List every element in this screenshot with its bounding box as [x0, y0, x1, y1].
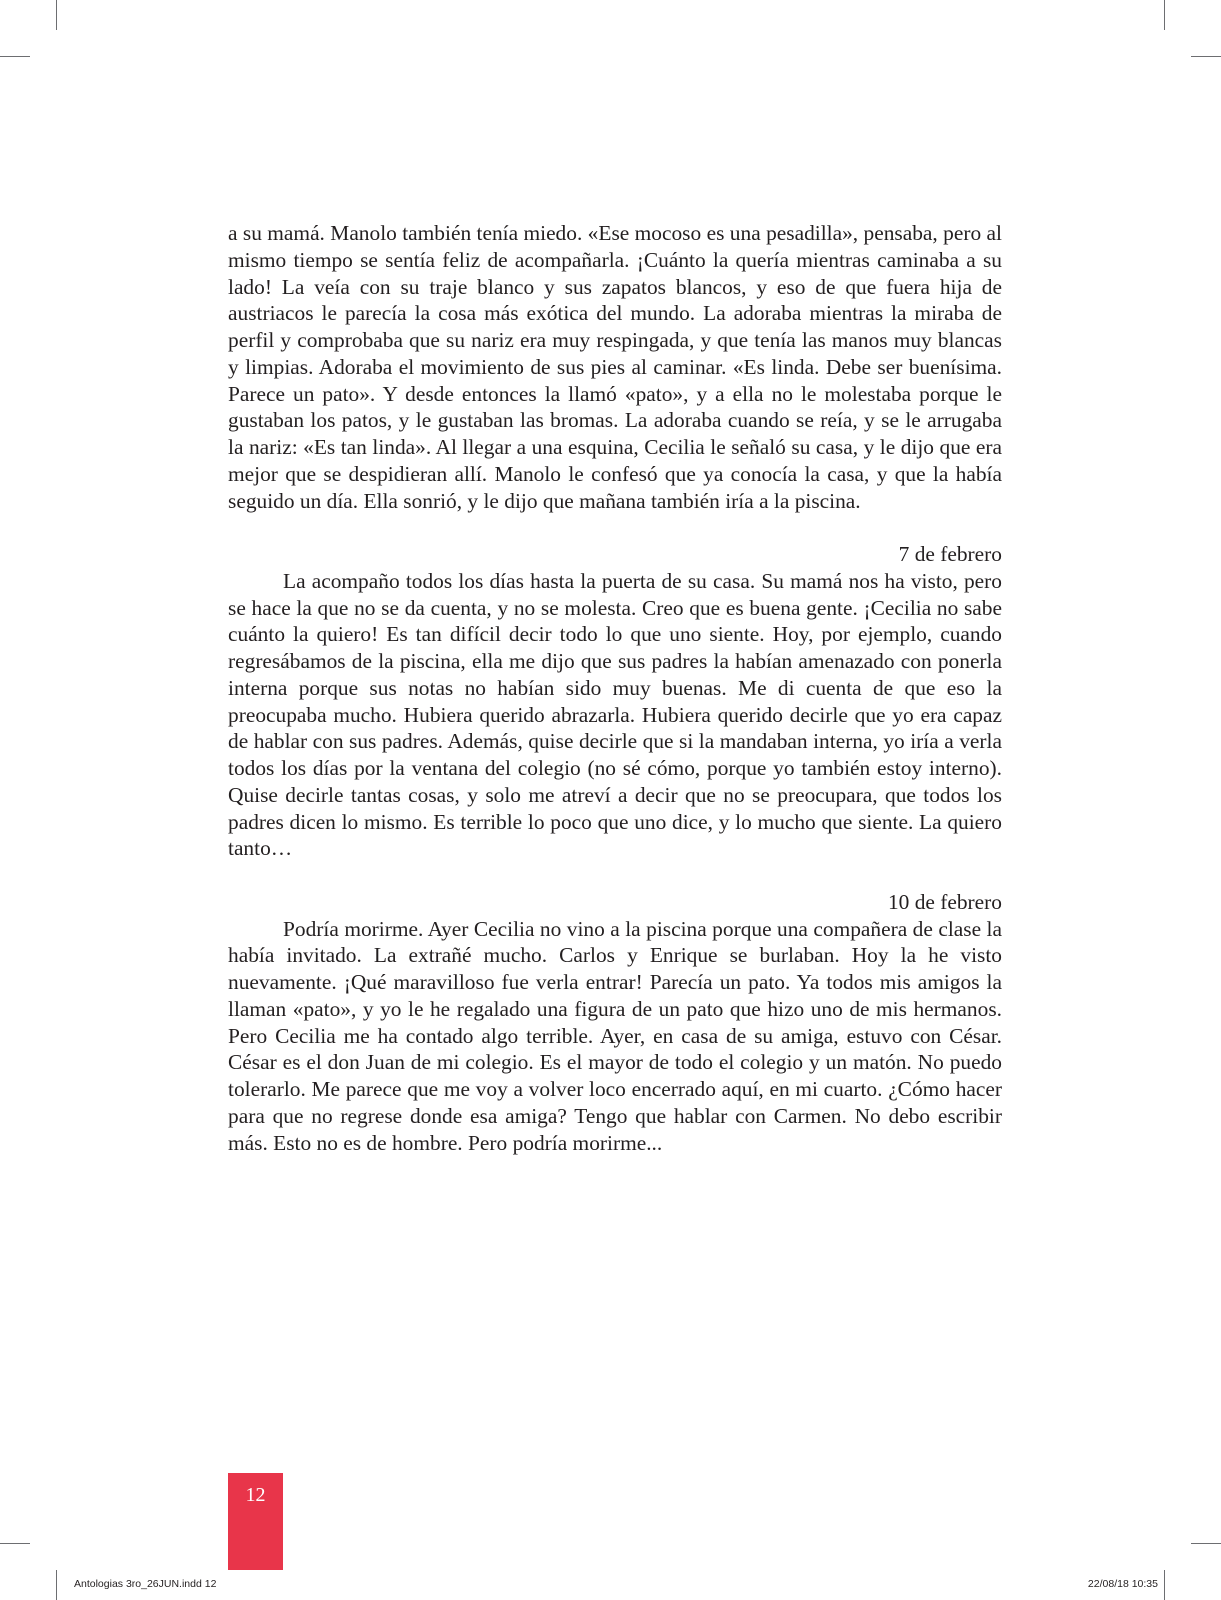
crop-mark-right-bottom — [1191, 1543, 1221, 1544]
crop-mark-top-left — [56, 0, 57, 30]
diary-date-7-feb: 7 de febrero — [898, 542, 1002, 566]
diary-entry-10-feb: Podría morirme. Ayer Cecilia no vino a la piscina porque una compañera de clase la había invitado. La extrañé mucho. Carlos y Enrique se burlaban. Hoy la he visto nuevamente. ¡Qué maravilloso fue verla entrar! Parecía un pato. Ya todos mis amigos la llaman «pato», y yo le he regalado una figura de un pato que hizo uno de mis hermanos. Pero Cecilia me ha contado algo terrible. Ayer, en casa de su amiga, estuvo con César. César es el don Juan de mi colegio. Es el mayor de todo el colegio y un matón. No puedo tolerarlo. Me parece que me voy a volver loco encerrado aquí, en mi cuarto. ¿Cómo hacer para que no regrese donde esa amiga? Tengo que hablar con Carmen. No debo escribir más. Esto no es de hombre. Pero podría morirme... — [228, 916, 1002, 1155]
paragraph-continuation: a su mamá. Manolo también tenía miedo. «Ese mocoso es una pesadilla», pensaba, pero al mismo tiempo se sentía feliz de acompañarla. ¡Cuánto la quería mientras caminaba a su lado! La veía con su traje blanco y sus zapatos blancos, y eso de que fuera hija de austriacos le parecía la cosa más exótica del mundo. La adoraba mientras la miraba de perfil y comprobaba que su nariz era muy respingada, y que tenía las manos muy blancas y limpias. Adoraba el movimiento de sus pies al caminar. «Es linda. Debe ser buenísima. Parece un pato». Y desde entonces la llamó «pato», y a ella no le molestaba porque le gustaban los patos, y le gustaban las bromas. La adoraba cuando se reía, y se le arrugaba la nariz: «Es tan linda». Al llegar a una esquina, Cecilia le señaló su casa, y le dijo que era mejor que se despidieran allí. Manolo le confesó que ya conocía la casa, y que la había seguido un día. Ella sonrió, y le dijo que mañana también iría a la piscina. — [228, 221, 1002, 513]
diary-date-10-feb: 10 de febrero — [887, 889, 1002, 914]
spacer — [228, 514, 1002, 541]
page-number-badge — [228, 1473, 283, 1570]
body-text — [228, 220, 1002, 1156]
file-slug: Antologias 3ro_26JUN.indd 12 — [74, 1578, 217, 1590]
crop-mark-left-bottom — [0, 1543, 30, 1544]
crop-mark-bottom-left — [56, 1570, 57, 1600]
crop-mark-bottom-right — [1164, 1570, 1165, 1600]
crop-mark-right-top — [1191, 56, 1221, 57]
crop-mark-left-top — [0, 56, 30, 57]
crop-mark-top-right — [1164, 0, 1165, 30]
spacer — [228, 862, 1002, 889]
timestamp-slug: 22/08/18 10:35 — [1087, 1578, 1158, 1590]
diary-entry-7-feb: La acompaño todos los días hasta la puerta de su casa. Su mamá nos ha visto, pero se hace la que no se da cuenta, y no se molesta. Creo que es buena gente. ¡Cecilia no sabe cuánto la quiero! Es tan difícil decir todo lo que uno siente. Hoy, por ejemplo, cuando regresábamos de la piscina, ella me dijo que sus padres la habían amenazado con ponerla interna porque sus notas no habían sido muy buenas. Me di cuenta de que eso la preocupaba mucho. Hubiera querido abrazarla. Hubiera querido decirle que yo era capaz de hablar con sus padres. Además, quise decirle que si la mandaban interna, yo iría a verla todos los días por la ventana del colegio (no sé cómo, porque yo también estoy interno). Quise decirle tantas cosas, y solo me atreví a decir que no se preocupara, que todos los padres dicen lo mismo. Es terrible lo poco que uno dice, y lo mucho que siente. La quiero tanto… — [228, 568, 1002, 861]
page-number: 12 — [245, 1484, 266, 1506]
